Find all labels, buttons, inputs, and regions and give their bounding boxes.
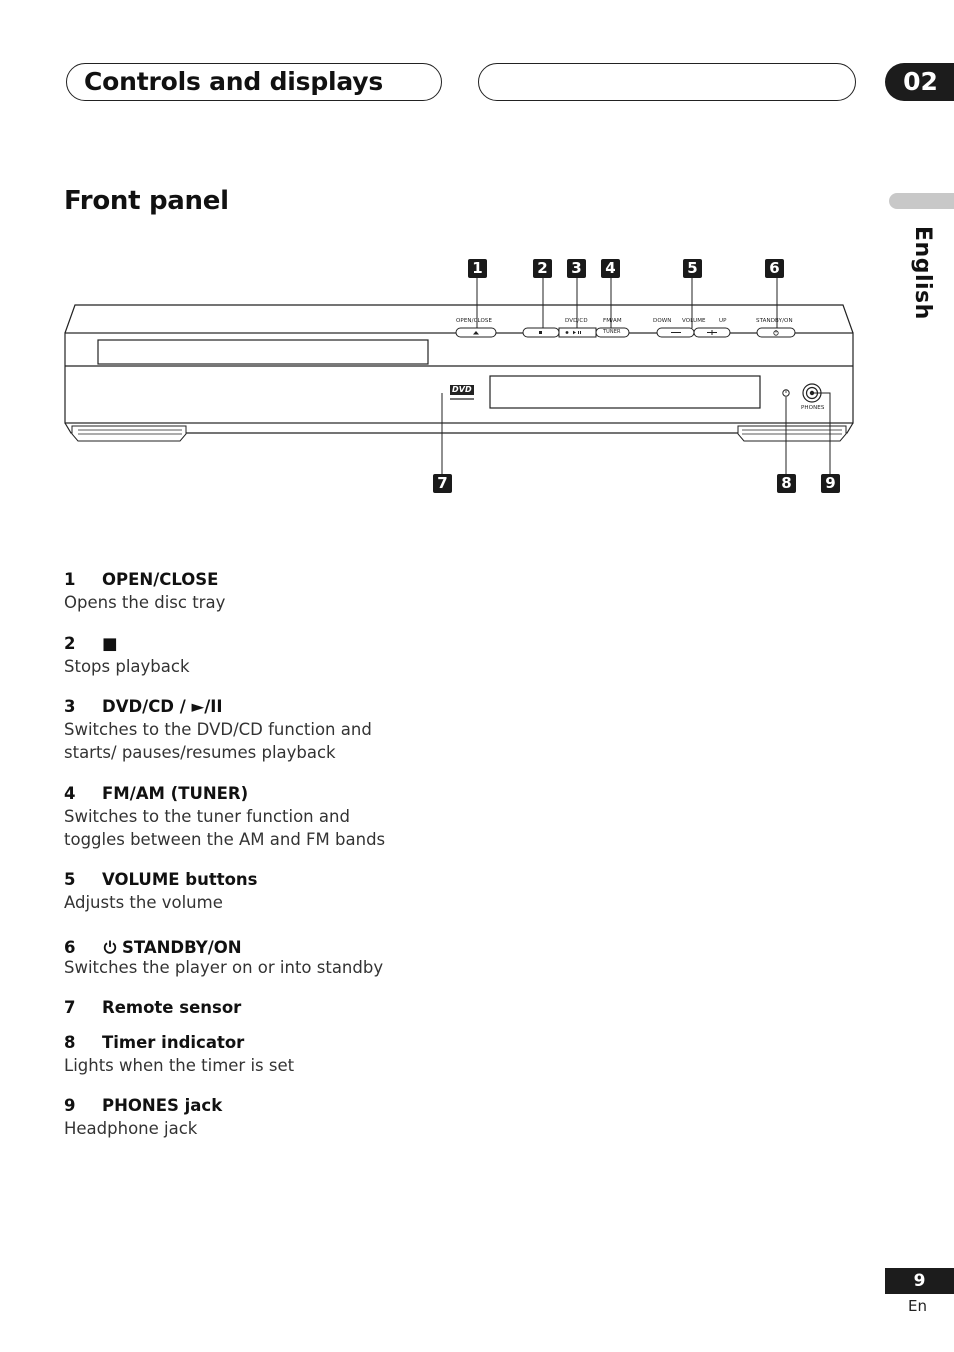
callout-8: 8 bbox=[777, 474, 796, 493]
item-6 bbox=[64, 938, 484, 977]
item-name: VOLUME buttons bbox=[102, 870, 258, 889]
item-4 bbox=[64, 783, 484, 851]
label-tuner: TUNER bbox=[603, 329, 621, 335]
label-up: UP bbox=[719, 318, 727, 324]
item-number: 7 bbox=[64, 998, 76, 1017]
label-fm-am: FM/AM bbox=[603, 318, 622, 324]
chapter-title: Controls and displays bbox=[84, 67, 384, 96]
item-name: ■ bbox=[102, 634, 118, 653]
item-number: 9 bbox=[64, 1096, 76, 1115]
item-name: Timer indicator bbox=[102, 1033, 245, 1052]
callout-4: 4 bbox=[601, 259, 620, 278]
item-number: 3 bbox=[64, 697, 76, 716]
item-number: 5 bbox=[64, 870, 76, 889]
item-description: Switches to the tuner function and toggles between the AM and FM bands bbox=[64, 807, 386, 849]
item-3 bbox=[64, 696, 484, 764]
item-number: 4 bbox=[64, 784, 76, 803]
callout-2: 2 bbox=[533, 259, 552, 278]
label-standby-on: STANDBY/ON bbox=[756, 318, 793, 324]
item-number: 1 bbox=[64, 570, 76, 589]
callout-3: 3 bbox=[567, 259, 586, 278]
callout-5: 5 bbox=[683, 259, 702, 278]
label-phones: PHONES bbox=[801, 405, 825, 411]
item-description: Adjusts the volume bbox=[64, 893, 223, 912]
language-tab-label: English bbox=[910, 226, 935, 320]
item-number: 6 bbox=[64, 938, 76, 957]
item-description: Stops playback bbox=[64, 657, 190, 676]
callout-6: 6 bbox=[765, 259, 784, 278]
callout-1: 1 bbox=[468, 259, 487, 278]
page-language: En bbox=[908, 1297, 927, 1315]
item-number: 2 bbox=[64, 634, 76, 653]
item-9 bbox=[64, 1095, 484, 1140]
callout-7: 7 bbox=[433, 474, 452, 493]
item-name: OPEN/CLOSE bbox=[102, 570, 219, 589]
page-number: 9 bbox=[885, 1268, 954, 1294]
item-8 bbox=[64, 1032, 484, 1077]
display-window bbox=[490, 376, 760, 408]
item-name: FM/AM (TUNER) bbox=[102, 784, 249, 803]
item-1 bbox=[64, 569, 484, 614]
label-down: DOWN bbox=[653, 318, 672, 324]
stop-icon bbox=[539, 331, 542, 334]
play-pause-button bbox=[559, 328, 596, 337]
label-open-close: OPEN/CLOSE bbox=[456, 318, 493, 324]
pause-icon bbox=[580, 331, 581, 334]
section-title: Front panel bbox=[64, 186, 229, 216]
item-number: 8 bbox=[64, 1033, 76, 1052]
left-foot bbox=[72, 426, 186, 441]
item-7 bbox=[64, 997, 484, 1019]
item-description: Lights when the timer is set bbox=[64, 1056, 295, 1075]
item-description: Switches the player on or into standby bbox=[64, 958, 384, 977]
item-name: DVD/CD / ►/II bbox=[102, 697, 223, 716]
item-name: PHONES jack bbox=[102, 1096, 223, 1115]
device-body bbox=[65, 333, 853, 423]
item-description: Switches to the DVD/CD function and starts/ pauses/resumes playback bbox=[64, 720, 372, 762]
disc-tray bbox=[98, 340, 428, 364]
chapter-number-tab: 02 bbox=[885, 63, 954, 101]
item-name: Remote sensor bbox=[102, 998, 242, 1017]
callout-9: 9 bbox=[821, 474, 840, 493]
item-5 bbox=[64, 869, 484, 914]
front-panel-diagram bbox=[0, 0, 954, 520]
label-volume: VOLUME bbox=[682, 318, 706, 324]
dvd-logo-text: DVD bbox=[452, 385, 472, 394]
dot-icon bbox=[566, 331, 569, 334]
item-name: STANDBY/ON bbox=[122, 938, 242, 957]
item-description: Opens the disc tray bbox=[64, 593, 226, 612]
power-icon bbox=[102, 939, 118, 955]
label-dvd-cd: DVD/CD bbox=[565, 318, 588, 324]
item-2 bbox=[64, 633, 484, 678]
item-description: Headphone jack bbox=[64, 1119, 198, 1138]
